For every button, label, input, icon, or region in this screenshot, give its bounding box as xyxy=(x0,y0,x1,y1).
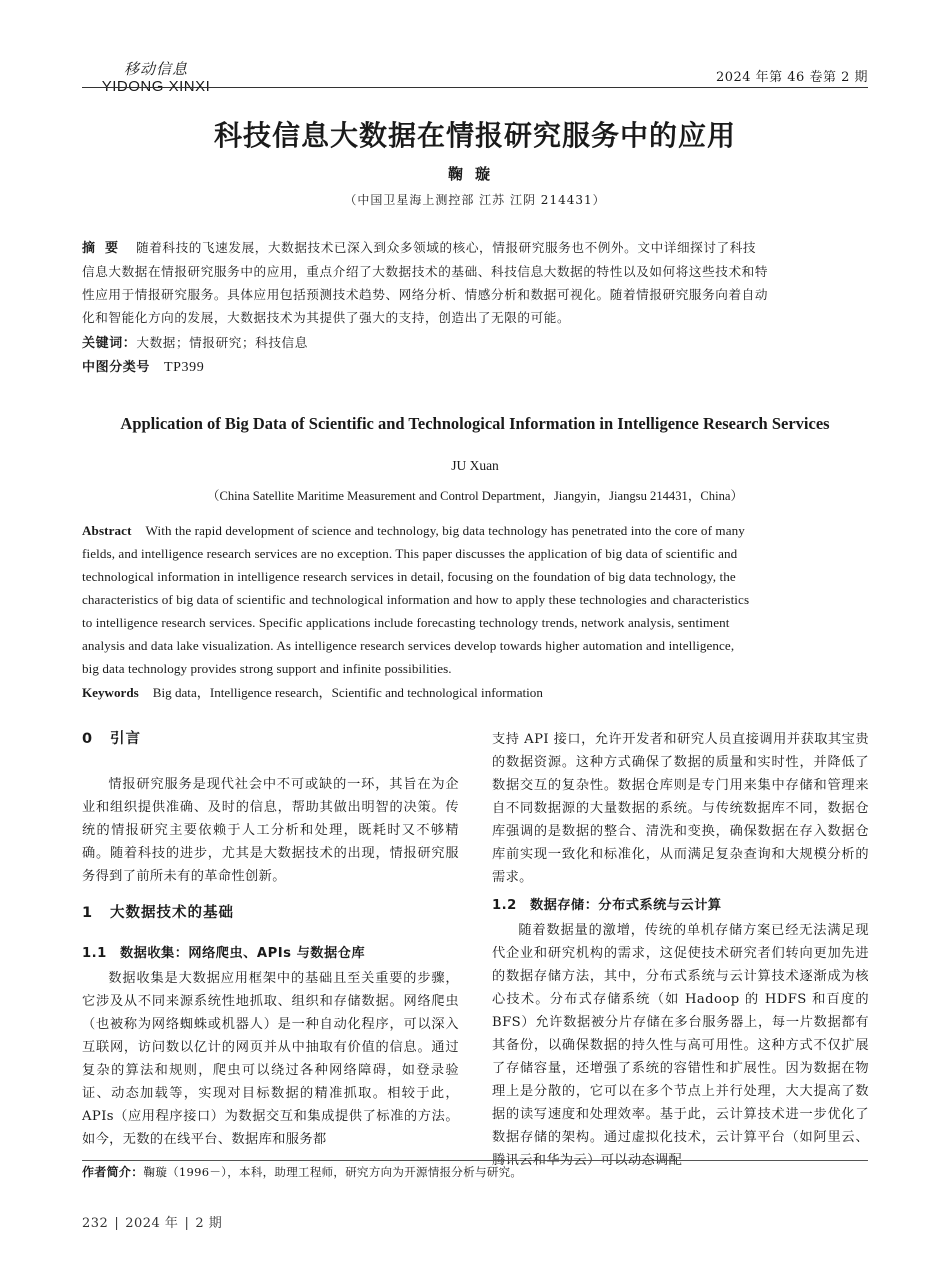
abstract-cn-line: 信息大数据在情报研究服务中的应用，重点介绍了大数据技术的基础、科技信息大数据的特性以及如何将这些技术和特 xyxy=(82,264,769,279)
abstract-en xyxy=(82,519,870,680)
author-name-en: JU Xuan xyxy=(451,458,499,473)
classification-cn-value: TP399 xyxy=(164,360,205,375)
subsection-title: 数据存储：分布式系统与云计算 xyxy=(530,898,722,913)
abstract-cn-line: 化和智能化方向的发展，大数据技术为其提供了强大的支持，创造出了无限的可能。 xyxy=(82,310,571,325)
body-paragraph: 随着数据量的激增，传统的单机存储方案已经无法满足现代企业和研究机构的需求，这促使技术研究者们转向更加先进的数据存储方法，其中，分布式系统与云计算技术逐渐成为核心技术。分布式存储系统（如 Hadoop 的 HDFS 和百度的 BFS）允许数据被分片存储在多台服务器上，每一片数据都有其备份，以确保数据的持久性与高可用性。这种方式不仅扩展了存储容量，还增强了系统的容错性和扩展性。因为数据在物理上是分散的，它可以在多个节点上并行处理，大大提高了数据的读写速度和处理效率。基于此，云计算技术进一步优化了数据存储的架构。通过虚拟化技术，云计算平台（如阿里云、腾讯云和华为云）可以动态调配 xyxy=(492,923,869,1168)
footnote-label: 作者简介： xyxy=(82,1165,144,1179)
abstract-en-line: analysis and data lake visualization. As intelligence research services develop towards higher automation and intelligence, xyxy=(82,638,735,653)
journal-name-en: YIDONG XINXI xyxy=(101,78,211,95)
journal-masthead xyxy=(90,60,222,95)
keywords-cn-value: 大数据；情报研究；科技信息 xyxy=(136,335,308,350)
section-number: 1 xyxy=(82,905,94,921)
abstract-en-line: fields, and intelligence research services are no exception. This paper discusses the application of big data of scientific and xyxy=(82,546,738,561)
author-footnote xyxy=(82,1163,522,1180)
subsection-heading-1-2 xyxy=(492,894,869,917)
intro-paragraph: 情报研究服务是现代社会中不可或缺的一环，其旨在为企业和组织提供准确、及时的信息，帮助其做出明智的决策。传统的情报研究主要依赖于人工分析和处理，既耗时又不够精确。随着科技的进步，尤其是大数据技术的出现，情报研究服务得到了前所未有的革命性创新。 xyxy=(82,777,459,884)
keywords-cn-label: 关键词： xyxy=(82,336,137,351)
abstract-cn-line: 性应用于情报研究服务。具体应用包括预测技术趋势、网络分析、情感分析和数据可视化。随着情报研究服务向着自动 xyxy=(82,287,769,302)
page-folio: 232 | 2024 年 | 2 期 xyxy=(82,1216,223,1231)
keywords-en-label: Keywords xyxy=(82,685,139,700)
footnote-rule xyxy=(82,1160,868,1161)
keywords-en xyxy=(82,682,543,701)
abstract-en-line: to intelligence research services. Specific applications include forecasting technology trends, network analysis, sentiment xyxy=(82,615,730,630)
abstract-en-line: With the rapid development of science and technology, big data technology has penetrated into the core of many xyxy=(145,523,745,538)
section-title: 引言 xyxy=(110,731,141,747)
classification-cn xyxy=(82,355,870,379)
body-paragraph: 数据收集是大数据应用框架中的基础且至关重要的步骤，它涉及从不同来源系统性地抓取、组织和存储数据。网络爬虫（也被称为网络蜘蛛或机器人）是一种自动化程序，可以深入互联网，访问数以亿计的网页并从中抽取有价值的信息。通过复杂的算法和规则，爬虫可以绕过各种网络障碍，如登录验证、动态加载等，实现对目标数据的精准抓取。相较于此，APIs（应用程序接口）为数据交互和集成提供了标准的方法。如今，无数的在线平台、数据库和服务都 xyxy=(82,971,459,1147)
journal-name-cn: 移动信息 xyxy=(123,60,188,78)
subsection-number: 1.1 xyxy=(82,946,107,961)
abstract-en-line: big data technology provides strong support and infinite possibilities. xyxy=(82,661,452,676)
continued-paragraph: 支持 API 接口，允许开发者和研究人员直接调用并获取其宝贵的数据资源。这种方式确保了数据的质量和实时性，并降低了数据交互的复杂性。数据仓库则是专门用来集中存储和管理来自不同数据源的大量数据的系统。与传统数据库不同，数据仓库强调的是数据的整合、清洗和变换，确保数据在存入数据仓库前实现一致化和标准化，从而满足复杂查询和大规模分析的需求。 xyxy=(492,732,869,885)
keywords-cn xyxy=(82,331,870,355)
footnote-text: 鞠璇（1996－），本科，助理工程师，研究方向为开源情报分析与研究。 xyxy=(143,1165,523,1179)
affiliation-cn: （中国卫星海上测控部 江苏 江阴 214431） xyxy=(344,193,606,207)
classification-cn-label: 中图分类号 xyxy=(82,360,151,375)
body-right-column xyxy=(492,728,869,1172)
section-number: 0 xyxy=(82,731,94,747)
folio-year: 2024 年 xyxy=(125,1216,179,1231)
header-rule xyxy=(82,87,868,88)
affiliation-en: （China Satellite Maritime Measurement and Control Department，Jiangyin，Jiangsu 214431，China） xyxy=(206,489,744,503)
body-left-column xyxy=(82,728,459,1151)
folio-issue: 2 期 xyxy=(195,1216,223,1231)
section-title: 大数据技术的基础 xyxy=(110,905,234,921)
subsection-number: 1.2 xyxy=(492,898,517,913)
abstract-en-line: technological information in intelligence research services in detail, focusing on the foundation of big data technology, the xyxy=(82,569,736,584)
section-heading-0 xyxy=(82,728,459,751)
abstract-cn-line: 随着科技的飞速发展，大数据技术已深入到众多领域的核心，情报研究服务也不例外。文中详细探讨了科技 xyxy=(136,240,757,255)
subsection-title: 数据收集：网络爬虫、APIs 与数据仓库 xyxy=(120,946,366,961)
journal-issue: 2024 年第 46 卷第 2 期 xyxy=(715,70,868,85)
author-name-cn: 鞠璇 xyxy=(447,165,502,183)
abstract-cn xyxy=(82,236,870,329)
abstract-cn-label: 摘要 xyxy=(82,241,129,256)
abstract-en-label: Abstract xyxy=(82,523,132,538)
subsection-heading-1-1 xyxy=(82,942,459,965)
paper-title-en: Application of Big Data of Scientific and Technological Information in Intelligence Research Services xyxy=(120,414,830,433)
keywords-en-value: Big data，Intelligence research，Scientific and technological information xyxy=(152,685,543,700)
abstract-en-line: characteristics of big data of scientific and technological information and how to apply these technologies and characteristics xyxy=(82,592,750,607)
paper-title-cn: 科技信息大数据在情报研究服务中的应用 xyxy=(213,119,736,152)
page-number: 232 xyxy=(82,1216,109,1231)
section-heading-1 xyxy=(82,902,459,925)
